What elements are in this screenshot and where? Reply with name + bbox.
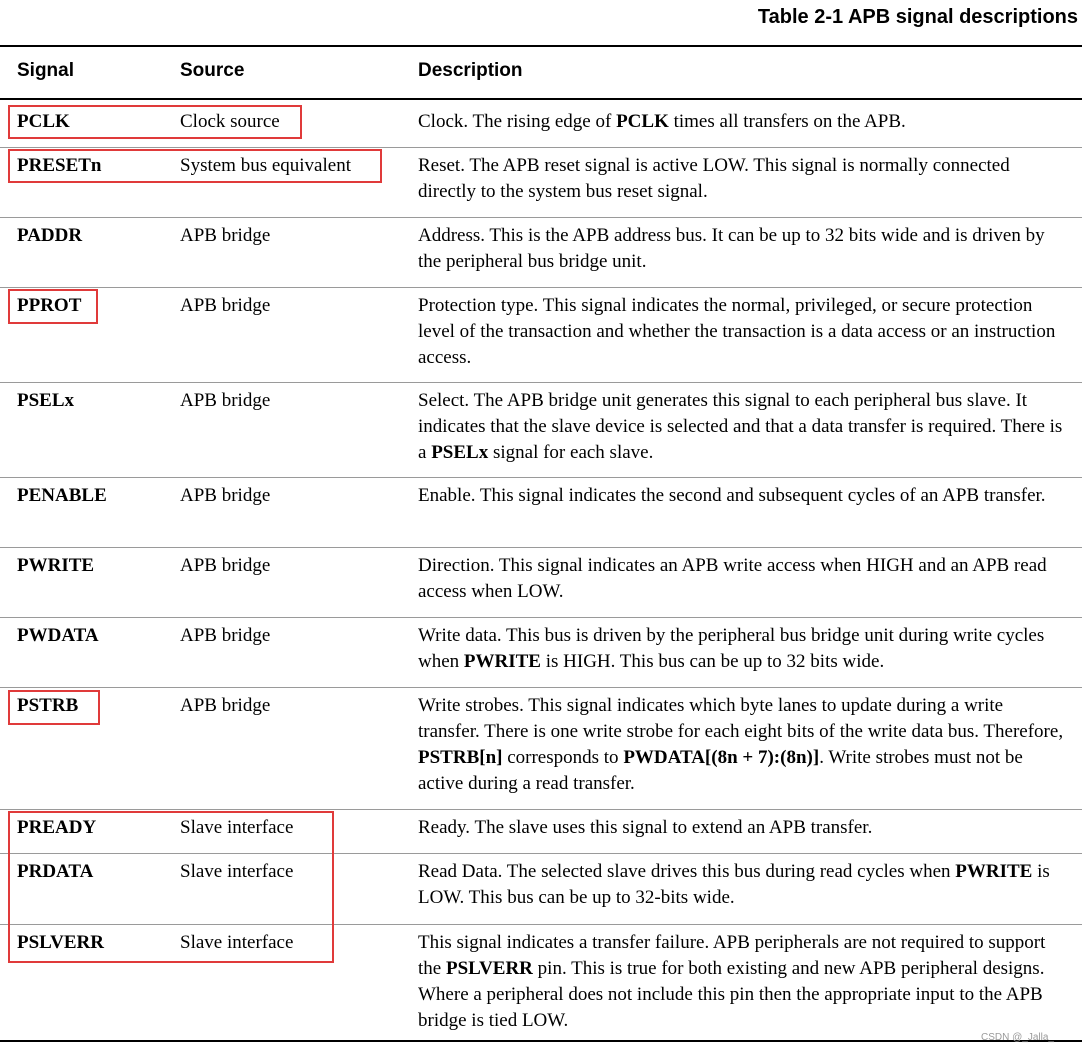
description-text: Direction. This signal indicates an APB write access when HIGH and an APB read access when LOW.	[418, 555, 1047, 602]
signal-source: System bus equivalent	[180, 155, 351, 176]
table-top-rule	[0, 45, 1082, 47]
highlight-box-slave-interface	[8, 811, 334, 963]
signal-name: PRDATA	[17, 861, 94, 882]
signal-name: PADDR	[17, 225, 83, 246]
signal-source: APB bridge	[180, 625, 271, 646]
table-row	[0, 223, 1082, 284]
signal-description	[418, 623, 1068, 675]
description-text: This signal indicates a transfer failure. APB peripherals are not required to support the	[418, 932, 1046, 979]
signal-name: PSELx	[17, 390, 75, 411]
signal-name: PENABLE	[17, 485, 107, 506]
table-bottom-rule	[0, 1040, 1082, 1042]
description-emphasis: PCLK	[616, 111, 669, 132]
signal-description	[418, 693, 1068, 797]
table-row	[0, 483, 1082, 544]
row-separator	[0, 147, 1082, 148]
description-emphasis: PWRITE	[955, 861, 1033, 882]
table-row	[0, 553, 1082, 614]
description-text: pin. This is true for both existing and new APB peripheral designs. Where a peripheral does not include this pin then the appropriate input to the APB bridge is tied LOW.	[418, 958, 1045, 1031]
description-text: times all transfers on the APB.	[668, 111, 906, 132]
row-separator	[0, 477, 1082, 478]
signal-description	[418, 930, 1068, 1034]
signal-source: Slave interface	[180, 861, 294, 882]
description-emphasis: PWRITE	[463, 651, 541, 672]
description-text: . Write strobes must not be active during a read transfer.	[418, 747, 1023, 794]
highlight-box-presetn	[8, 149, 382, 183]
header-rule	[0, 98, 1082, 100]
signal-description	[418, 293, 1068, 371]
watermark: CSDN @_Jalla_	[981, 1032, 1054, 1043]
table-row	[0, 293, 1082, 378]
signal-source: APB bridge	[180, 295, 271, 316]
signal-name: PSLVERR	[17, 932, 104, 953]
table-row	[0, 623, 1082, 684]
description-text: is HIGH. This bus can be up to 32 bits wide.	[540, 651, 885, 672]
signal-source: Slave interface	[180, 817, 294, 838]
signal-source: APB bridge	[180, 695, 271, 716]
signal-source: Clock source	[180, 111, 280, 132]
description-emphasis: PWDATA[(8n + 7):(8n)]	[623, 747, 820, 768]
row-separator	[0, 287, 1082, 288]
row-separator	[0, 809, 1082, 810]
table-row	[0, 693, 1082, 806]
description-emphasis: PSTRB[n]	[418, 747, 503, 768]
signal-description	[418, 859, 1068, 911]
signal-source: APB bridge	[180, 485, 271, 506]
row-separator	[0, 617, 1082, 618]
description-text: Reset. The APB reset signal is active LOW. This signal is normally connected directly to the system bus reset signal.	[418, 155, 1010, 202]
table-caption: Table 2-1 APB signal descriptions	[757, 6, 1078, 28]
description-text: Clock. The rising edge of	[418, 111, 617, 132]
description-text: Write strobes. This signal indicates which byte lanes to update during a write transfer. There is one write strobe for each eight bits of the write data bus. Therefore,	[418, 695, 1064, 742]
description-text: signal for each slave.	[488, 442, 654, 463]
signal-description	[418, 153, 1068, 205]
description-text: Ready. The slave uses this signal to extend an APB transfer.	[418, 817, 873, 838]
row-separator	[0, 382, 1082, 383]
signal-name: PWDATA	[17, 625, 99, 646]
signal-description	[418, 483, 1068, 509]
row-separator	[0, 217, 1082, 218]
signal-name: PWRITE	[17, 555, 95, 576]
row-separator	[0, 547, 1082, 548]
signal-name: PRESETn	[17, 155, 102, 176]
highlight-box-pclk	[8, 105, 302, 139]
signal-source: APB bridge	[180, 390, 271, 411]
description-text: is LOW. This bus can be up to 32-bits wide.	[418, 861, 1050, 908]
highlight-box-pstrb	[8, 690, 100, 725]
signal-description	[418, 109, 1068, 135]
signal-description	[418, 815, 1068, 841]
signal-source: APB bridge	[180, 555, 271, 576]
description-text: Read Data. The selected slave drives this bus during read cycles when	[418, 861, 956, 882]
signal-description	[418, 388, 1068, 466]
description-text: Enable. This signal indicates the second and subsequent cycles of an APB transfer.	[418, 485, 1046, 506]
signal-source: APB bridge	[180, 225, 271, 246]
signal-name: PREADY	[17, 817, 97, 838]
description-text: Protection type. This signal indicates the normal, privileged, or secure protection level of the transaction and whether the transaction is a data access or an instruction access.	[418, 295, 1056, 368]
signal-source: Slave interface	[180, 932, 294, 953]
description-text: Select. The APB bridge unit generates this signal to each peripheral bus slave. It indicates that the slave device is selected and that a data transfer is required. There is a	[418, 390, 1063, 463]
signal-name: PPROT	[17, 295, 82, 316]
description-text: corresponds to	[502, 747, 624, 768]
description-text: Address. This is the APB address bus. It can be up to 32 bits wide and is driven by the peripheral bus bridge unit.	[418, 225, 1045, 272]
description-emphasis: PSELx	[431, 442, 489, 463]
highlight-box-pprot	[8, 289, 98, 324]
signal-description	[418, 223, 1068, 275]
row-separator	[0, 687, 1082, 688]
header-signal: Signal	[17, 60, 75, 81]
signal-name: PSTRB	[17, 695, 79, 716]
signal-name: PCLK	[17, 111, 70, 132]
signal-description	[418, 553, 1068, 605]
header-source: Source	[180, 60, 245, 81]
header-description: Description	[418, 60, 523, 81]
description-emphasis: PSLVERR	[445, 958, 533, 979]
table-row	[0, 388, 1082, 474]
description-text: Write data. This bus is driven by the peripheral bus bridge unit during write cycles when	[418, 625, 1045, 672]
